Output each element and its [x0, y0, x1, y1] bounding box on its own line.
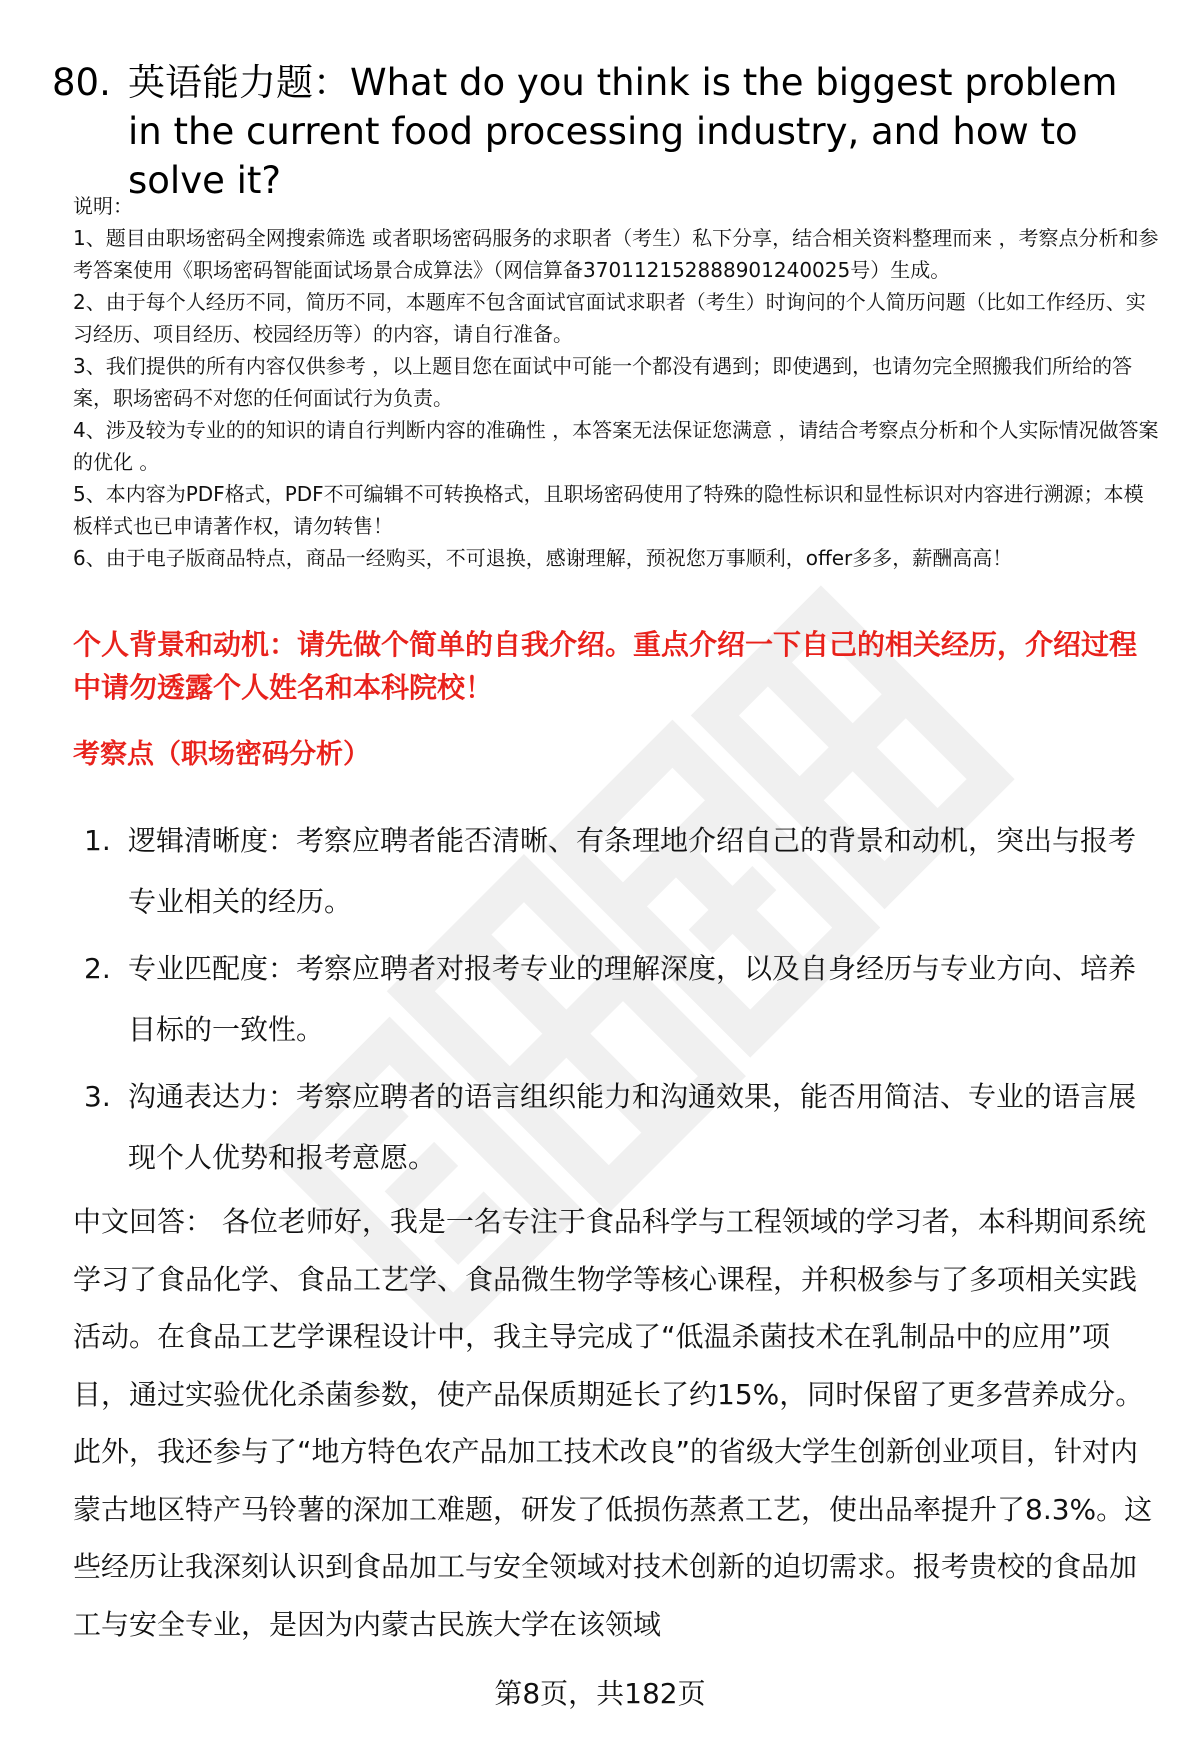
list-item-number: 2. — [84, 952, 111, 985]
notes-item: 6、由于电子版商品特点，商品一经购买，不可退换，感谢理解，预祝您万事顺利，offer多多，薪酬高高！ — [73, 546, 1013, 570]
list-item — [84, 1066, 1154, 1188]
analysis-heading: 考察点（职场密码分析） — [73, 739, 370, 770]
notes-item: 3、我们提供的所有内容仅供参考 ，以上题目您在面试中可能一个都没有遇到；即使遇到，也请勿完全照搬我们所给的答案，职场密码不对您的任何面试行为负责。 — [73, 354, 1133, 410]
analysis-points-list — [84, 810, 1154, 1194]
list-item-text: 沟通表达力：考察应聘者的语言组织能力和沟通效果，能否用简洁、专业的语言展现个人优势和报考意愿。 — [128, 1080, 1137, 1174]
notes-item: 4、涉及较为专业的的知识的请自行判断内容的准确性 ，本答案无法保证您满意 ，请结合考察点分析和个人实际情况做答案的优化 。 — [73, 418, 1159, 474]
notes-item: 2、由于每个人经历不同，简历不同，本题库不包含面试官面试求职者（考生）时询问的个人简历问题（比如工作经历、实习经历、项目经历、校园经历等）的内容，请自行准备。 — [73, 290, 1146, 346]
list-item-text: 逻辑清晰度：考察应聘者能否清晰、有条理地介绍自己的背景和动机，突出与报考专业相关的经历。 — [128, 824, 1137, 918]
list-item-text: 专业匹配度：考察应聘者对报考专业的理解深度，以及自身经历与专业方向、培养目标的一致性。 — [128, 952, 1137, 1046]
notes-item: 5、本内容为PDF格式，PDF不可编辑不可转换格式，且职场密码使用了特殊的隐性标识和显性标识对内容进行溯源；本模板样式也已申请著作权，请勿转售！ — [73, 482, 1144, 538]
list-item-number: 1. — [84, 824, 111, 857]
notes-item: 1、题目由职场密码全网搜索筛选 或者职场密码服务的求职者（考生）私下分享，结合相关资料整理而来 ，考察点分析和参考答案使用《职场密码智能面试场景合成算法》（网信算备370112152888901240025号）生成。 — [73, 226, 1159, 282]
page-number: 第8页，共182页 — [494, 1677, 706, 1710]
section-heading: 个人背景和动机：请先做个简单的自我介绍。重点介绍一下自己的相关经历，介绍过程中请勿透露个人姓名和本科院校！ — [73, 628, 1138, 704]
list-item — [84, 810, 1154, 932]
question-number: 80. — [52, 61, 111, 104]
notes-block — [73, 190, 1161, 574]
question-text: 英语能力题：What do you think is the biggest problem in the current food processing industry, and how to solve it? — [128, 61, 1118, 202]
question-title — [52, 58, 1152, 205]
answer-paragraph: 中文回答： 各位老师好，我是一名专注于食品科学与工程领域的学习者，本科期间系统学习了食品化学、食品工艺学、食品微生物学等核心课程，并积极参与了多项相关实践活动。在食品工艺学课程设计中，我主导完成了“低温杀菌技术在乳制品中的应用”项目，通过实验优化杀菌参数，使产品保质期延长了约15%，同时保留了更多营养成分。此外，我还参与了“地方特色农产品加工技术改良”的省级大学生创新创业项目，针对内蒙古地区特产马铃薯的深加工难题，研发了低损伤蒸煮工艺，使出品率提升了8.3%。这些经历让我深刻认识到食品加工与安全领域对技术创新的迫切需求。报考贵校的食品加工与安全专业，是因为内蒙古民族大学在该领域 — [73, 1205, 1153, 1641]
list-item-number: 3. — [84, 1080, 111, 1113]
list-item — [84, 938, 1154, 1060]
notes-heading: 说明： — [73, 194, 133, 218]
